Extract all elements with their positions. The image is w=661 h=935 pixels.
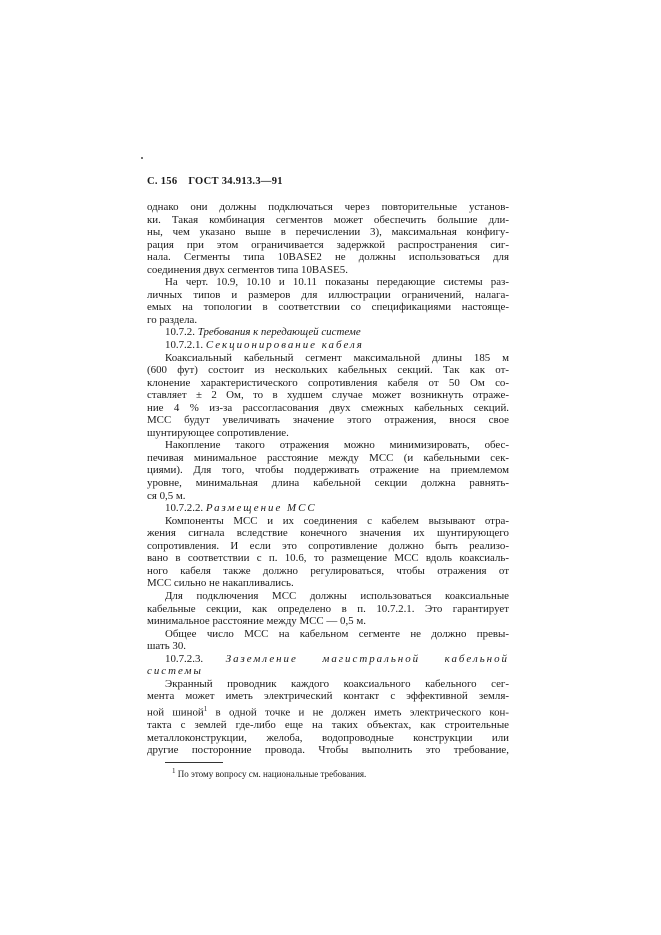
body-text [147, 201, 509, 757]
footnote-reference: 1 [203, 704, 208, 713]
text-line: (600 фут) состоит из нескольких кабельных секций. Так как от- [147, 364, 509, 377]
page-header [147, 176, 509, 187]
section-number: 10.7.2.1. [165, 339, 204, 352]
text-line: Коаксиальный кабельный сегмент максимальной длины 185 м [165, 351, 509, 364]
standard-designation: ГОСТ 34.913.3—91 [188, 176, 283, 187]
text-line: личных типов и размеров для иллюстрации ограничений, налага- [147, 288, 509, 301]
text-line: го раздела. [147, 313, 198, 326]
section-heading [147, 653, 509, 666]
text-line: Накопление такого отражения можно минимизировать, обес- [165, 439, 509, 452]
scan-speck [141, 157, 143, 159]
footnote-marker: 1 [172, 766, 176, 775]
text-line: ся 0,5 м. [147, 489, 186, 502]
section-number: 10.7.2. [165, 326, 195, 339]
text-line: На черт. 10.9, 10.10 и 10.11 показаны передающие системы раз- [165, 276, 509, 289]
text-line: однако они должны подключаться через повторительные установ- [147, 201, 509, 213]
text-line: ние 4 % из-за рассогласования двух смежных кабельных секций. [147, 401, 509, 414]
footnote-divider [165, 762, 223, 763]
text-line: соединения двух сегментов типа 10BASE5. [147, 263, 348, 276]
page-number: С. 156 [147, 176, 178, 187]
section-number: 10.7.2.3. [165, 652, 204, 665]
text-line: жения сигнала вследствие конечного значения их шунтирующего [147, 527, 509, 540]
section-title: Заземление магистральной кабельной [225, 652, 509, 665]
text-line: Общее число МСС на кабельном сегменте не должно превы- [165, 627, 509, 640]
text-line: нала. Сегменты типа 10BASE2 не должны использоваться для [147, 251, 509, 264]
text-line: Компоненты МСС и их соединения с кабелем вызывают отра- [165, 514, 509, 527]
section-heading [147, 502, 509, 515]
document-page [147, 176, 509, 780]
text-line: циями). Для того, чтобы поддерживать отражение на приемлемом [147, 464, 509, 477]
text-line [147, 703, 509, 719]
section-title: Размещение МСС [205, 502, 317, 515]
text-line: уровне, минимальная длина кабельной секции должна равнять- [147, 477, 509, 490]
text-line: Для подключения МСС должны использоваться коаксиальные [165, 589, 509, 602]
section-title: Секционирование кабеля [205, 339, 364, 352]
text-fragment: в одной точке и не должен иметь электрического кон- [207, 706, 509, 719]
section-number: 10.7.2.2. [165, 502, 204, 515]
footnote [147, 766, 509, 780]
text-line: кабельные секции, как определено в п. 10.7.2.1. Это гарантирует [147, 602, 509, 615]
text-line: ного кабеля также должно регулироваться, чтобы отражения от [147, 564, 509, 577]
section-heading [147, 339, 509, 352]
section-title: Требования к передающей системе [197, 326, 361, 339]
text-line: шунтирующее сопротивление. [147, 426, 289, 439]
text-line: МСС будут увеличивать значение этого отражения, внося свое [147, 414, 509, 427]
text-line: шать 30. [147, 640, 186, 653]
text-line: ки. Такая комбинация сегментов может обеспечить большие дли- [147, 213, 509, 226]
text-line: сопротивления. И если это сопротивление должно быть реализо- [147, 539, 509, 552]
text-line: МСС сильно не накапливались. [147, 577, 294, 590]
text-line: Экранный проводник каждого коаксиального кабельного сег- [165, 677, 509, 690]
footnote-text: По этому вопросу см. национальные требования. [177, 768, 367, 779]
text-line: ны, чем указано выше в перечислении 3), максимальная конфигу- [147, 226, 509, 239]
text-line: клонение характеристического сопротивления кабеля от 50 Ом со- [147, 376, 509, 389]
section-heading [147, 326, 509, 339]
text-fragment: ной шиной [147, 706, 204, 719]
text-line: такта с землей где-либо еще на таких объектах, как строительные [147, 719, 509, 732]
text-line: другие посторонние провода. Чтобы выполнить это требование, [147, 744, 509, 757]
text-line: печивая минимальное расстояние между МСС (и кабельными сек- [147, 451, 509, 464]
text-line: мента может иметь электрический контакт с эффективной земля- [147, 690, 509, 703]
text-line: вано в соответствии с п. 10.6, то размещение МСС вдоль коаксиаль- [147, 552, 509, 565]
text-line: рация при этом ограничивается задержкой распространения сиг- [147, 238, 509, 251]
text-line: ставляет ± 2 Ом, то в худшем случае может возникнуть отраже- [147, 389, 509, 402]
text-line: металлоконструкции, желоба, водопроводные конструкции или [147, 731, 509, 744]
text-line: емых на топологии в соответствии со спецификациями настояще- [147, 301, 509, 314]
section-title-continued: системы [147, 665, 203, 678]
text-line: минимальное расстояние между МСС — 0,5 м. [147, 615, 366, 628]
